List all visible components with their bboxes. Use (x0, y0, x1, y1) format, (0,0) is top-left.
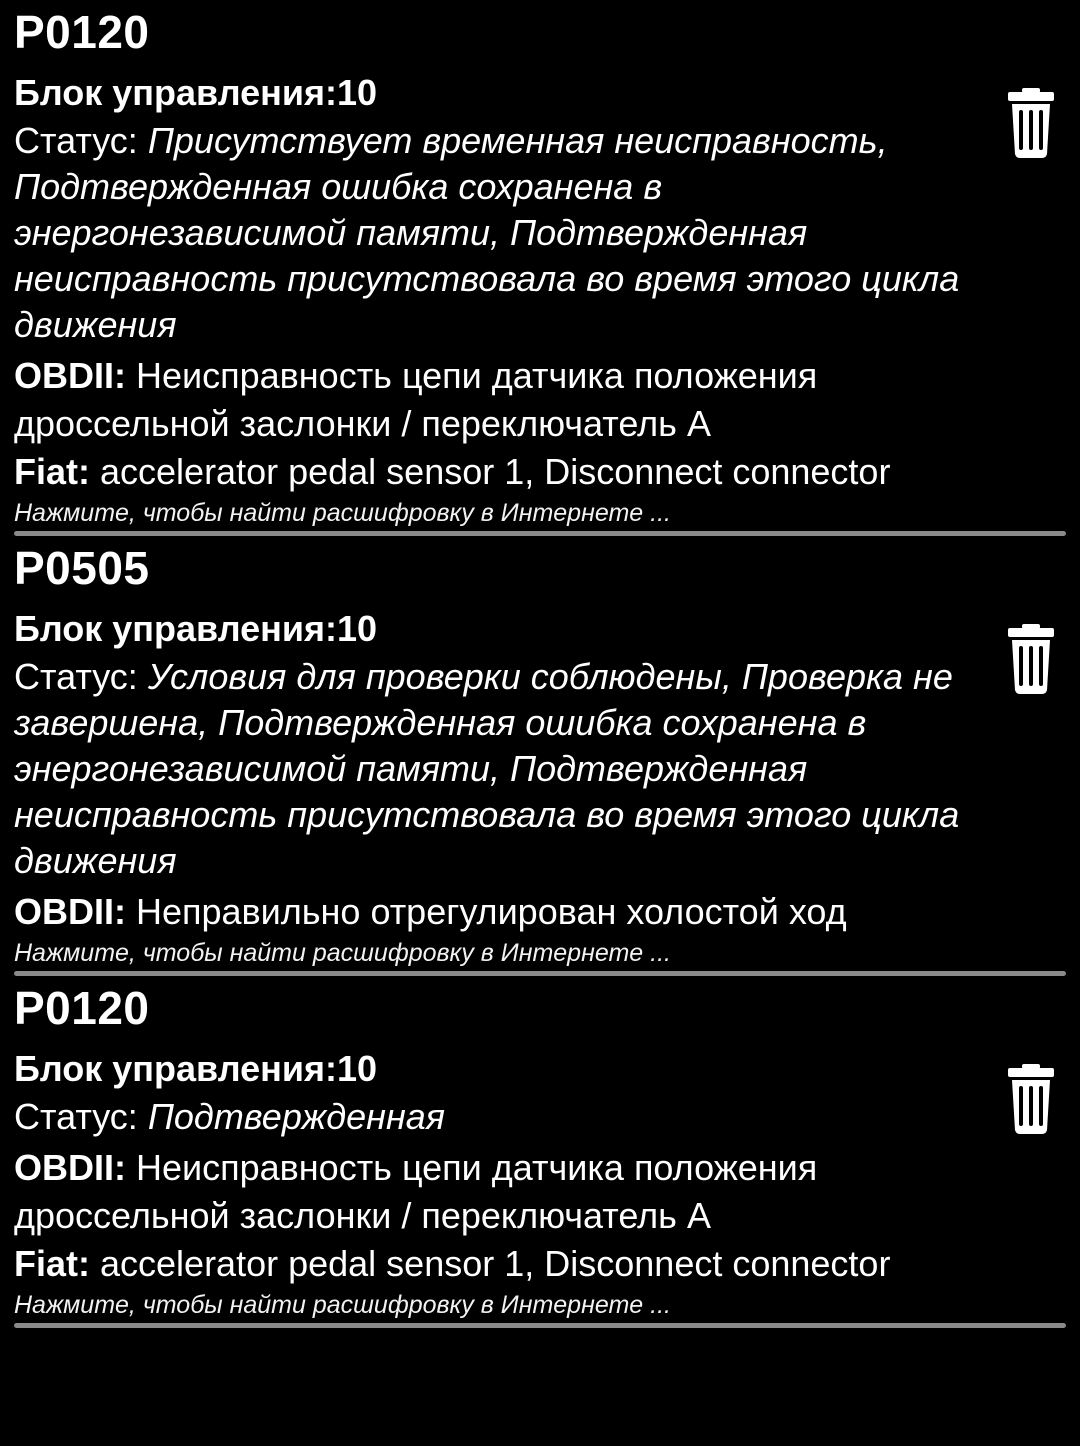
obd-label: OBDII: (14, 355, 126, 396)
status-value: Условия для проверки соблюдены, Проверка не завершена, Подтвержденная ошибка сохранена в энергонезависимой памяти, Подтвержденная неисправность присутствовала во время этого цикла движения (14, 656, 960, 881)
status-label: Статус: (14, 1096, 148, 1137)
error-code: P0120 (14, 982, 150, 1034)
control-unit: Блок управления:10 (14, 608, 378, 649)
search-online-link[interactable]: Нажмите, чтобы найти расшифровку в Интернете ... (14, 499, 671, 527)
obd-description (14, 1144, 944, 1240)
error-card[interactable] (0, 536, 1080, 976)
maker-value: accelerator pedal sensor 1, Disconnect connector (90, 1243, 891, 1284)
error-code: P0505 (14, 542, 150, 594)
status-line (14, 654, 979, 884)
divider (14, 1323, 1066, 1328)
maker-value: accelerator pedal sensor 1, Disconnect connector (90, 451, 891, 492)
error-card[interactable] (0, 976, 1080, 1328)
maker-label: Fiat: (14, 451, 90, 492)
status-label: Статус: (14, 656, 148, 697)
error-code: P0120 (14, 6, 150, 58)
search-online-link[interactable]: Нажмите, чтобы найти расшифровку в Интернете ... (14, 1291, 671, 1319)
trash-icon[interactable] (1006, 1064, 1056, 1134)
obd-description (14, 888, 944, 936)
obd-value: Неправильно отрегулирован холостой ход (126, 891, 847, 932)
maker-description (14, 1240, 944, 1288)
control-unit: Блок управления:10 (14, 1048, 378, 1089)
obd-label: OBDII: (14, 1147, 126, 1188)
trash-icon[interactable] (1006, 88, 1056, 158)
obd-description (14, 352, 944, 448)
status-value: Подтвержденная (147, 1096, 446, 1137)
maker-label: Fiat: (14, 1243, 90, 1284)
control-unit: Блок управления:10 (14, 72, 378, 113)
obd-label: OBDII: (14, 891, 126, 932)
maker-description (14, 448, 944, 496)
obd-value: Неисправность цепи датчика положения дроссельной заслонки / переключатель A (14, 355, 818, 444)
trash-icon[interactable] (1006, 624, 1056, 694)
obd-value: Неисправность цепи датчика положения дроссельной заслонки / переключатель A (14, 1147, 818, 1236)
search-online-link[interactable]: Нажмите, чтобы найти расшифровку в Интернете ... (14, 939, 671, 967)
error-card[interactable] (0, 0, 1080, 536)
status-line (14, 118, 979, 348)
status-value: Присутствует временная неисправность, Подтвержденная ошибка сохранена в энергонезависимой памяти, Подтвержденная неисправность присутствовала во время этого цикла движения (14, 120, 960, 345)
status-label: Статус: (14, 120, 148, 161)
status-line (14, 1094, 979, 1140)
